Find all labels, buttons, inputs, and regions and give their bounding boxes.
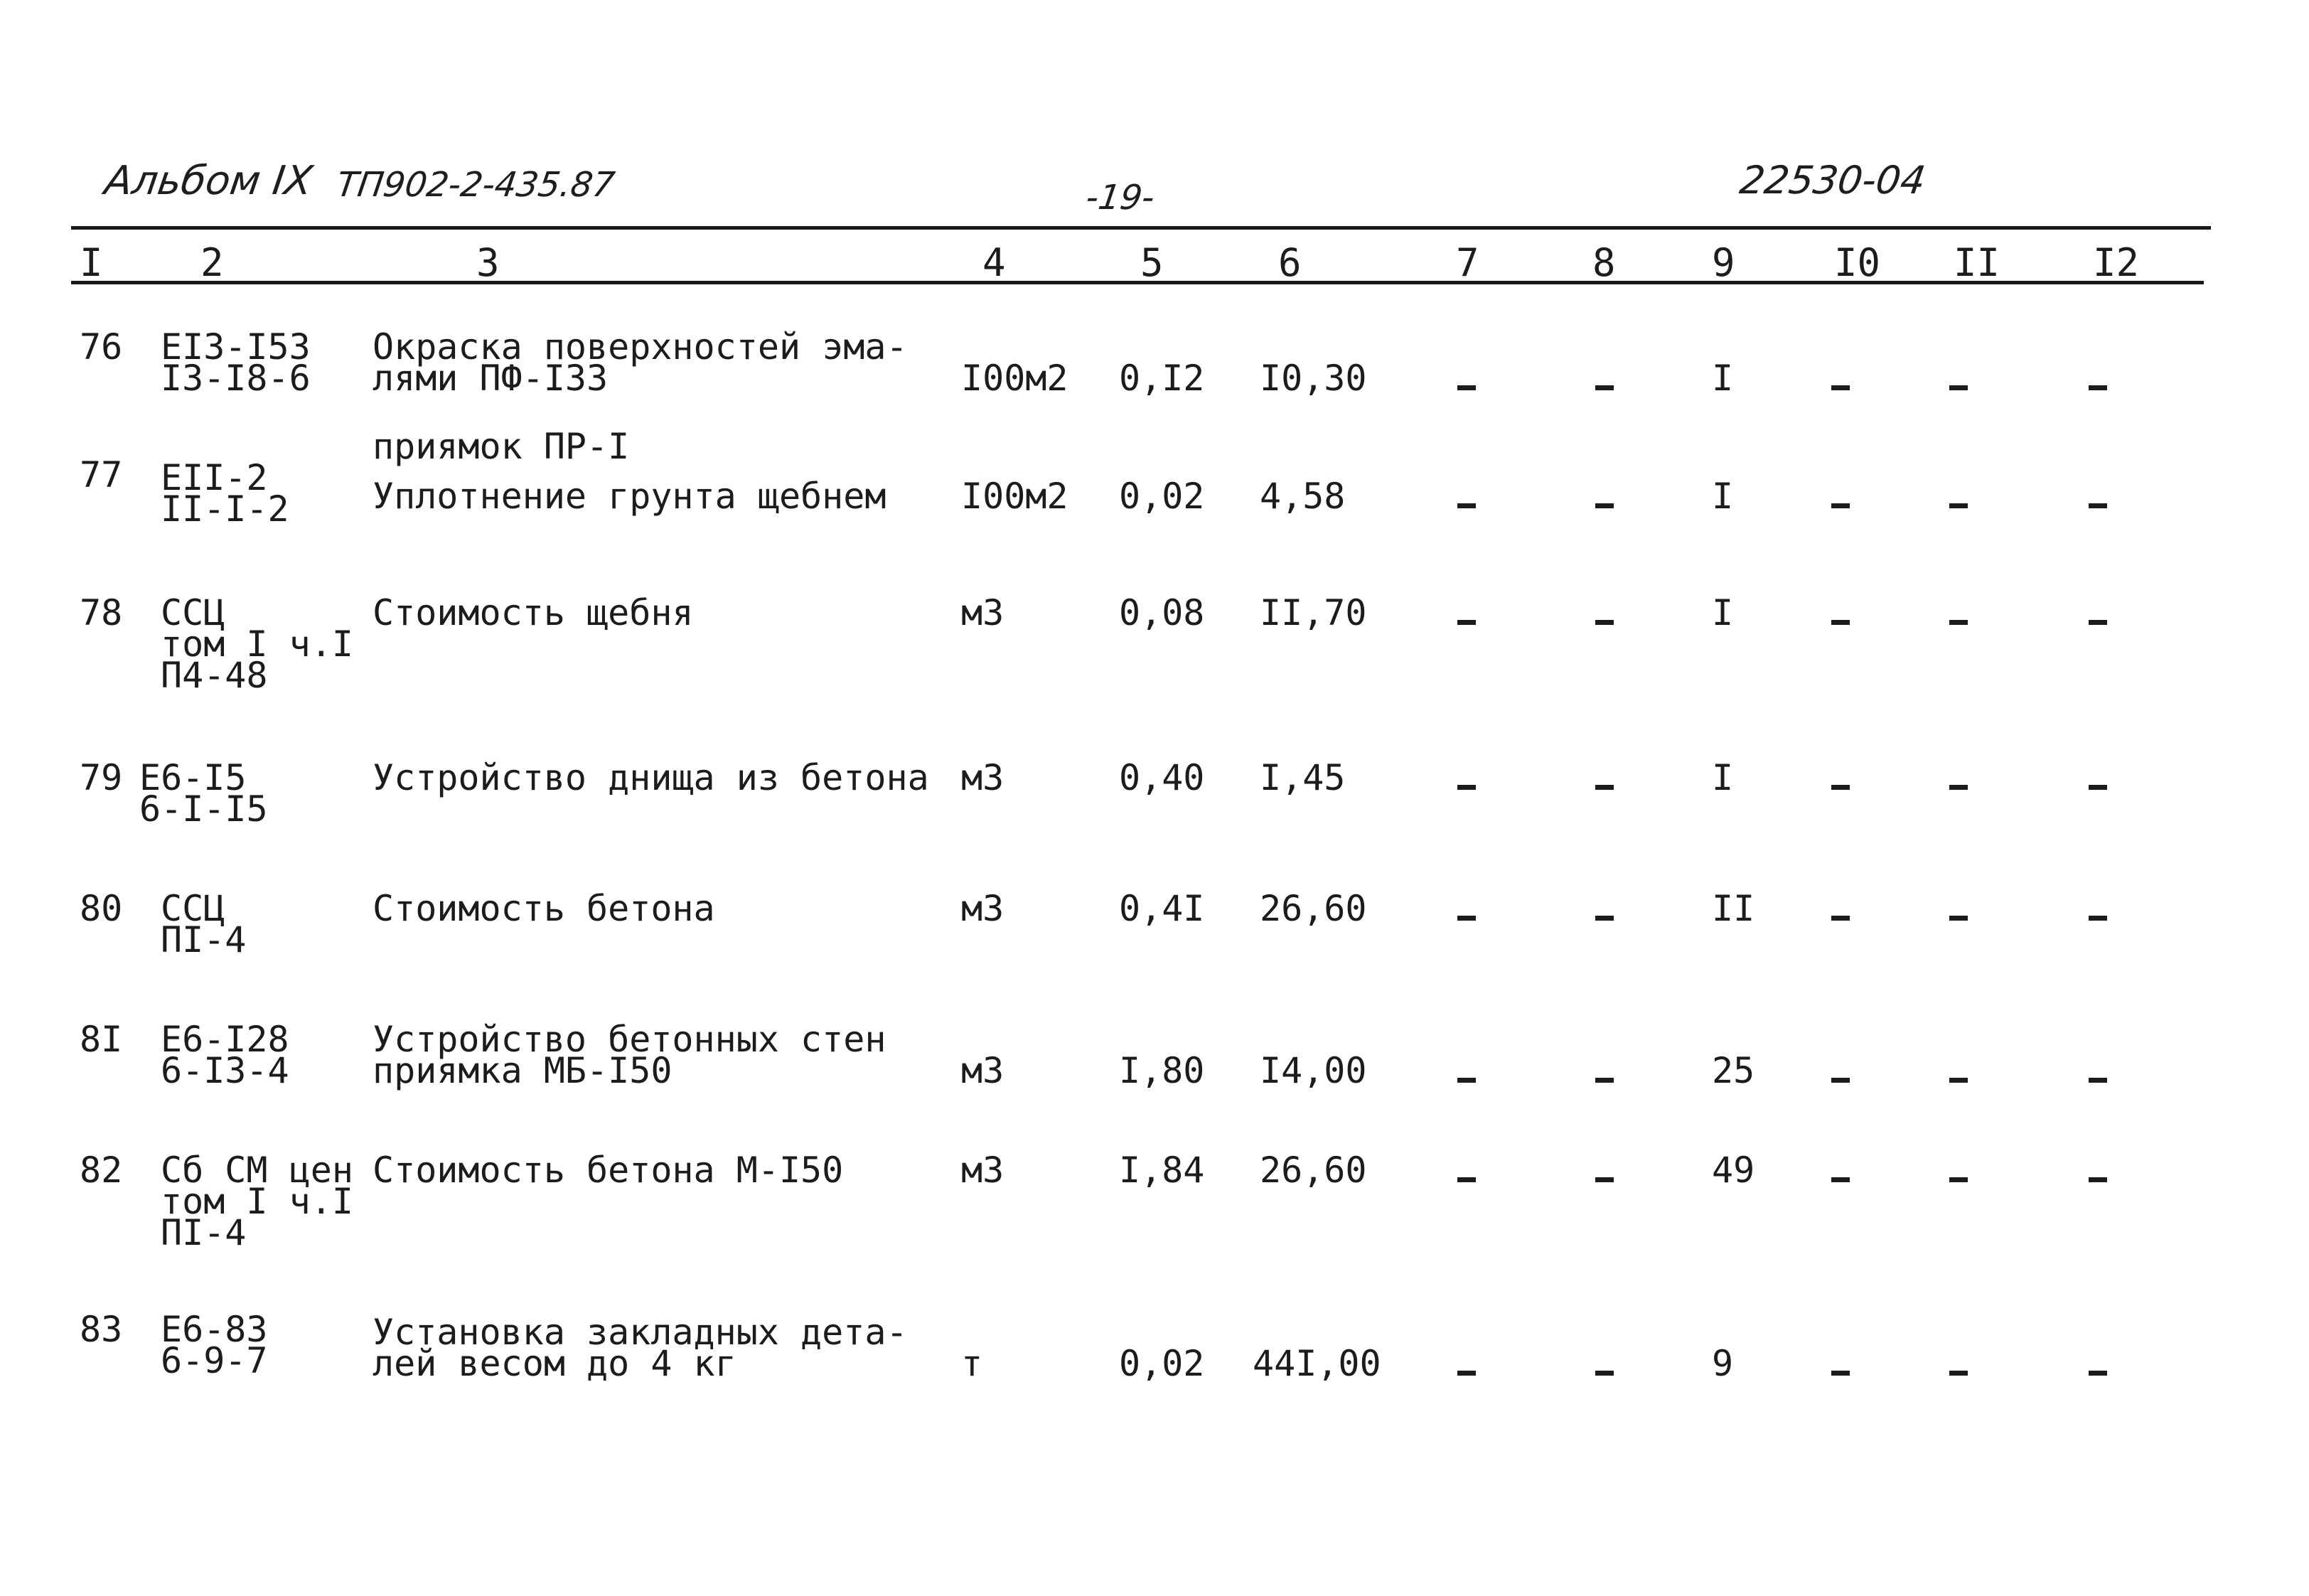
row-80-col-11-dash	[1949, 916, 1968, 921]
row-83-col-12-dash	[2089, 1371, 2107, 1376]
row-78-price: II,70	[1260, 592, 1367, 633]
row-77-col-10-dash	[1831, 503, 1850, 508]
row-83-quantity: 0,02	[1119, 1343, 1205, 1384]
row-79-col-12-dash	[2089, 785, 2107, 790]
row-81-code	[161, 1019, 289, 1091]
row-78-unit: м3	[961, 592, 1005, 633]
row-77-col-7-dash	[1457, 503, 1476, 508]
row-77-unit: I00м2	[961, 476, 1068, 517]
row-81-quantity: I,80	[1119, 1050, 1205, 1091]
row-80-price: 26,60	[1260, 888, 1367, 929]
row-81-description-line-1: Устройство бетонных стен	[373, 1019, 886, 1060]
row-76-col-12-dash	[2089, 385, 2107, 390]
row-80-code-line-2: ПI-4	[161, 919, 247, 960]
row-82-description: Стоимость бетона М-I50	[373, 1150, 844, 1191]
row-81-unit: м3	[961, 1050, 1005, 1091]
row-79-description: Устройство днища из бетона	[373, 757, 929, 798]
row-79-number: 79	[80, 757, 123, 798]
row-79-code	[139, 757, 268, 830]
row-76-code-line-2: I3-I8-6	[161, 358, 311, 399]
row-82-price: 26,60	[1260, 1150, 1367, 1191]
row-78-col-9: I	[1712, 592, 1734, 633]
row-76-description-line-2: лями ПФ-I33	[373, 358, 609, 399]
column-number-2: 2	[200, 240, 224, 285]
row-82-code-line-2: том I ч.I	[161, 1181, 353, 1222]
row-80-col-10-dash	[1831, 916, 1850, 921]
row-83-col-8-dash	[1595, 1371, 1614, 1376]
row-76-description-line-1: Окраска поверхностей эма-	[373, 326, 908, 368]
column-number-10: I0	[1834, 240, 1881, 285]
row-80-code-line-1: ССЦ	[161, 888, 225, 929]
row-78-col-11-dash	[1949, 620, 1968, 625]
row-81-description-line-2: приямка МБ-I50	[373, 1050, 673, 1091]
row-80-col-9: II	[1712, 888, 1755, 929]
row-76-price: I0,30	[1260, 358, 1367, 399]
row-81-col-8-dash	[1595, 1078, 1614, 1083]
row-76-col-9: I	[1712, 358, 1734, 399]
row-77-col-9: I	[1712, 476, 1734, 517]
column-number-1: I	[80, 240, 103, 285]
row-83-description	[373, 1312, 908, 1384]
row-82-col-7-dash	[1457, 1177, 1476, 1182]
row-77-col-12-dash	[2089, 503, 2107, 508]
row-78-code-line-3: П4-48	[161, 655, 268, 696]
row-78-quantity: 0,08	[1119, 592, 1205, 633]
row-81-number: 8I	[80, 1019, 123, 1060]
row-76-code-line-1: ЕI3-I53	[161, 326, 311, 368]
row-81-price: I4,00	[1260, 1050, 1367, 1091]
row-79-col-9: I	[1712, 757, 1734, 798]
row-77-col-11-dash	[1949, 503, 1968, 508]
row-78-col-7-dash	[1457, 620, 1476, 625]
row-81-col-9: 25	[1712, 1050, 1755, 1091]
row-76-code	[161, 326, 311, 399]
row-80-code	[161, 888, 247, 960]
row-83-code-line-2: 6-9-7	[161, 1340, 268, 1381]
row-82-col-12-dash	[2089, 1177, 2107, 1182]
document-code: 22530-04	[1737, 158, 1929, 203]
row-83-number: 83	[80, 1309, 123, 1350]
row-77-quantity: 0,02	[1119, 476, 1205, 517]
row-78-code	[161, 592, 353, 696]
row-79-unit: м3	[961, 757, 1005, 798]
row-82-col-11-dash	[1949, 1177, 1968, 1182]
row-79-col-11-dash	[1949, 785, 1968, 790]
row-77-description: Уплотнение грунта щебнем	[373, 476, 886, 517]
row-81-code-line-2: 6-I3-4	[161, 1050, 289, 1091]
row-83-code	[161, 1309, 268, 1381]
column-number-5: 5	[1140, 240, 1164, 285]
row-82-code	[161, 1150, 353, 1253]
row-82-col-10-dash	[1831, 1177, 1850, 1182]
row-78-description: Стоимость щебня	[373, 592, 694, 633]
row-78-code-line-1: ССЦ	[161, 592, 225, 633]
row-82-col-8-dash	[1595, 1177, 1614, 1182]
column-number-12: I2	[2093, 240, 2140, 285]
row-83-code-line-1: Е6-83	[161, 1309, 268, 1350]
page-number: -19-	[1083, 178, 1157, 218]
row-81-col-11-dash	[1949, 1078, 1968, 1083]
column-number-3: 3	[476, 240, 500, 285]
row-77-price: 4,58	[1260, 476, 1346, 517]
row-78-col-8-dash	[1595, 620, 1614, 625]
project-number: ТП902-2-435.87	[334, 165, 618, 205]
row-77-number: 77	[80, 454, 123, 496]
row-82-unit: м3	[961, 1150, 1005, 1191]
row-82-col-9: 49	[1712, 1150, 1755, 1191]
row-76-col-10-dash	[1831, 385, 1850, 390]
row-79-col-7-dash	[1457, 785, 1476, 790]
row-80-col-8-dash	[1595, 916, 1614, 921]
row-79-quantity: 0,40	[1119, 757, 1205, 798]
row-82-code-line-3: ПI-4	[161, 1212, 247, 1253]
column-number-9: 9	[1712, 240, 1735, 285]
row-81-code-line-1: Е6-I28	[161, 1019, 289, 1060]
column-number-6: 6	[1278, 240, 1302, 285]
row-78-col-10-dash	[1831, 620, 1850, 625]
row-82-number: 82	[80, 1150, 123, 1191]
row-77-code-line-1: ЕII-2	[161, 457, 268, 498]
row-83-col-9: 9	[1712, 1343, 1734, 1384]
row-76-quantity: 0,I2	[1119, 358, 1205, 399]
column-number-11: II	[1954, 240, 2000, 285]
row-80-col-7-dash	[1457, 916, 1476, 921]
row-76-unit: I00м2	[961, 358, 1068, 399]
row-77-code-line-2: II-I-2	[161, 488, 289, 530]
row-81-col-10-dash	[1831, 1078, 1850, 1083]
album-label: Альбом IX	[102, 158, 316, 204]
row-79-price: I,45	[1260, 757, 1346, 798]
row-79-code-line-1: Е6-I5	[139, 757, 247, 798]
column-number-8: 8	[1592, 240, 1616, 285]
row-82-quantity: I,84	[1119, 1150, 1205, 1191]
row-76-col-7-dash	[1457, 385, 1476, 390]
row-83-col-7-dash	[1457, 1371, 1476, 1376]
row-80-quantity: 0,4I	[1119, 888, 1205, 929]
row-76-number: 76	[80, 326, 123, 368]
row-80-number: 80	[80, 888, 123, 929]
row-78-code-line-2: том I ч.I	[161, 623, 353, 665]
row-80-col-12-dash	[2089, 916, 2107, 921]
row-82-code-line-1: Сб СМ цен	[161, 1150, 353, 1191]
row-78-number: 78	[80, 592, 123, 633]
row-80-unit: м3	[961, 888, 1005, 929]
row-83-price: 44I,00	[1253, 1343, 1381, 1384]
row-77-col-8-dash	[1595, 503, 1614, 508]
row-76-col-8-dash	[1595, 385, 1614, 390]
row-79-code-line-2: 6-I-I5	[139, 788, 268, 830]
row-83-unit: т	[961, 1343, 983, 1384]
row-81-description	[373, 1019, 886, 1091]
row-76-col-11-dash	[1949, 385, 1968, 390]
column-number-4: 4	[982, 240, 1006, 285]
row-78-col-12-dash	[2089, 620, 2107, 625]
row-81-col-7-dash	[1457, 1078, 1476, 1083]
header-rule-top	[71, 226, 2211, 230]
column-number-7: 7	[1456, 240, 1479, 285]
row-77-code	[161, 457, 289, 530]
row-80-description: Стоимость бетона	[373, 888, 715, 929]
row-76-description	[373, 326, 908, 399]
row-79-col-8-dash	[1595, 785, 1614, 790]
row-83-col-10-dash	[1831, 1371, 1850, 1376]
row-83-col-11-dash	[1949, 1371, 1968, 1376]
header-rule-bottom	[71, 281, 2204, 284]
row-79-col-10-dash	[1831, 785, 1850, 790]
row-81-col-12-dash	[2089, 1078, 2107, 1083]
row-83-description-line-1: Установка закладных дета-	[373, 1312, 908, 1353]
row-83-description-line-2: лей весом до 4 кг	[373, 1343, 736, 1384]
row-77-section-label: приямок ПР-I	[373, 426, 630, 467]
